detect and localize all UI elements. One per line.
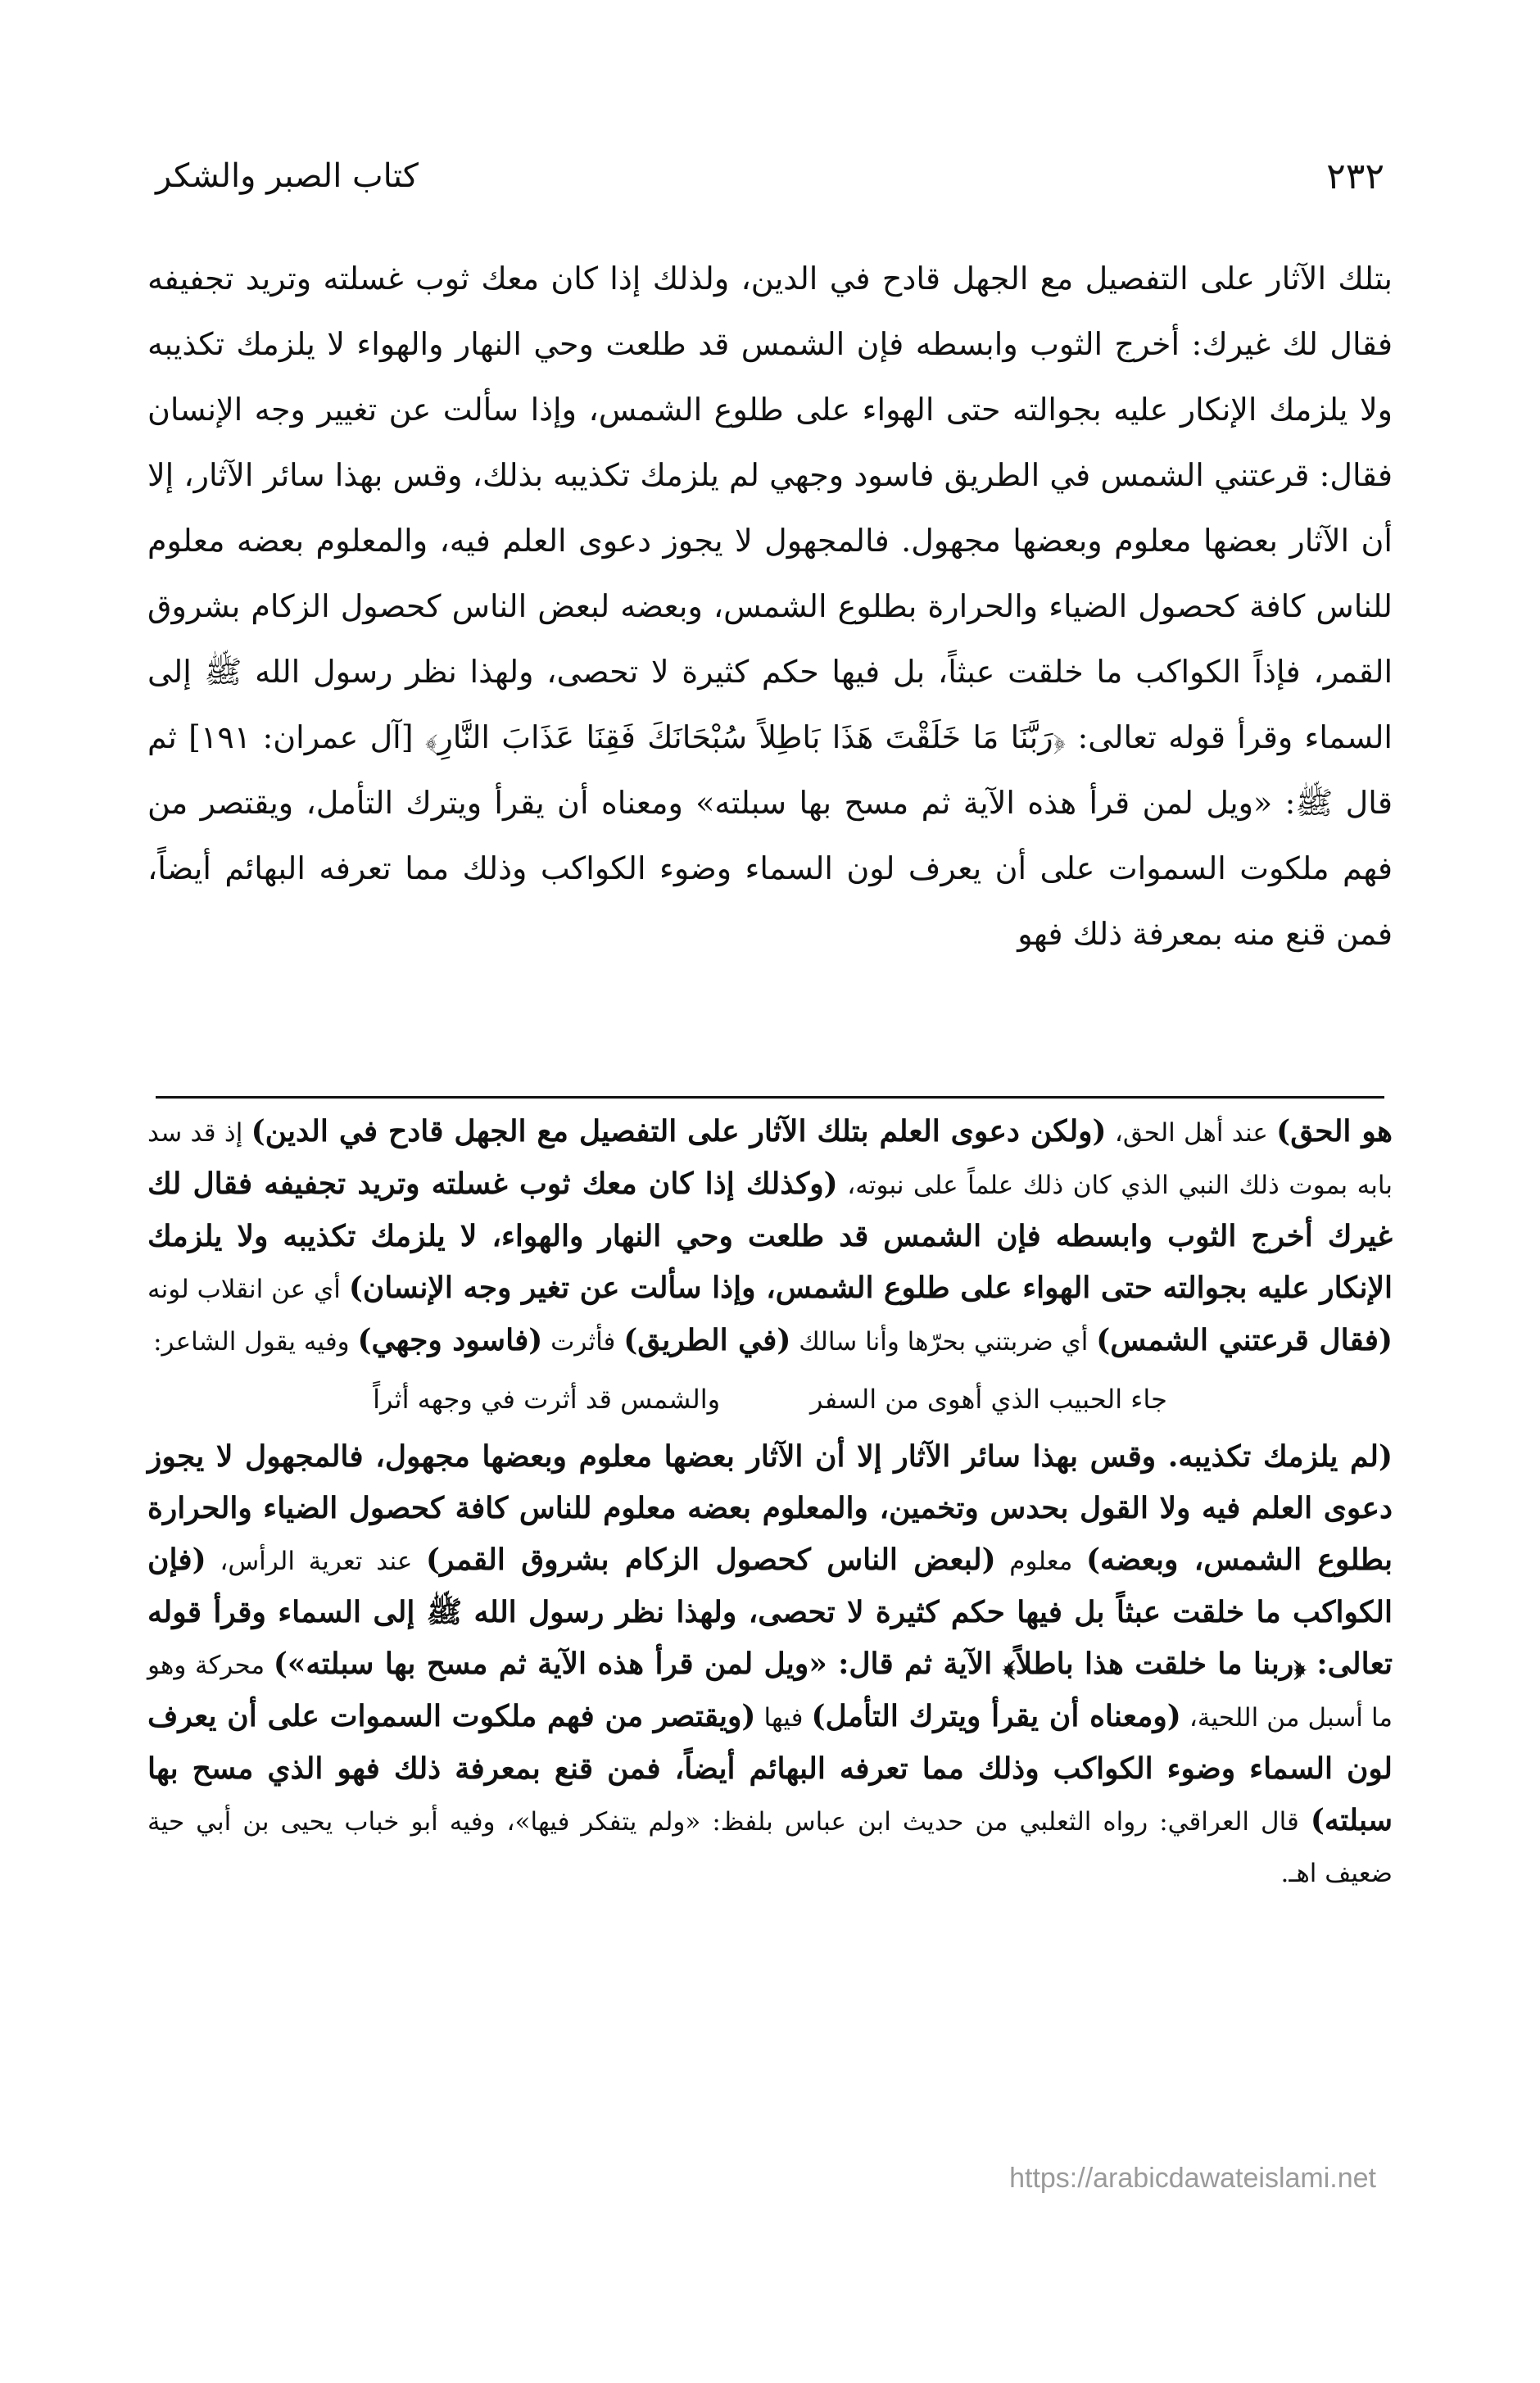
sharh-text: وفيه يقول الشاعر:: [153, 1327, 358, 1357]
source-watermark[interactable]: https://arabicdawateislami.net: [1009, 2163, 1376, 2194]
footnote-divider: [156, 1096, 1384, 1099]
sharh-text: أي ضربتني بحرّها وأنا سالك: [790, 1327, 1097, 1357]
poem-verse: [147, 1374, 1393, 1425]
sharh-text: عند أهل الحق،: [1106, 1118, 1277, 1148]
quoted-matn-text: (لبعض الناس كحصول الزكام بشروق القمر): [426, 1543, 996, 1577]
sharh-text: معلوم: [995, 1547, 1086, 1576]
quoted-matn-text: (فإن الكواكب ما خلقت عبثاً بل فيها حكم كثيرة لا تحصى، ولهذا نظر رسول الله ﷺ إلى السماء وقرأ قوله تعالى: ﴿ربنا ما خلقت هذا باطلاً﴾ الآية ثم قال: «ويل لمن قرأ هذه الآية ثم مسح بها سبلته»): [147, 1543, 1393, 1681]
sharh-text: قال العراقي: رواه الثعلبي من حديث ابن عباس بلفظ: «ولم يتفكر فيها»، وفيه أبو خباب يحيى بن أبي حية ضعيف اهـ.: [147, 1807, 1393, 1888]
sharh-text: فيها: [755, 1703, 812, 1733]
poem-hemistich-1: جاء الحبيب الذي أهوى من السفر: [810, 1384, 1167, 1415]
quoted-matn-text: (ويقتصر من فهم ملكوت السموات على أن يعرف لون السماء وضوء الكواكب وذلك مما تعرفه البهائم أيضاً، فمن قنع بمعرفة ذلك فهو الذي مسح بها سبلته): [147, 1699, 1393, 1837]
main-paragraph: بتلك الآثار على التفصيل مع الجهل قادح في الدين، ولذلك إذا كان معك ثوب غسلته وتريد تجفيفه فقال لك غيرك: أخرج الثوب وابسطه فإن الشمس قد طلعت وحي النهار والهواء لا يلزمك تكذيبه ولا يلزمك الإنكار عليه بجوالته حتى الهواء على طلوع الشمس، وإذا سألت عن تغيير وجه الإنسان فقال: قرعتني الشمس في الطريق فاسود وجهي لم يلزمك تكذيبه بذلك، وقس بهذا سائر الآثار، إلا أن الآثار بعضها معلوم وبعضها مجهول. فالمجهول لا يجوز دعوى العلم فيه، والمعلوم بعضه معلوم للناس كافة كحصول الضياء والحرارة بطلوع الشمس، وبعضه لبعض الناس كحصول الزكام بشروق القمر، فإذاً الكواكب ما خلقت عبثاً، بل فيها حكم كثيرة لا تحصى، ولهذا نظر رسول الله ﷺ إلى السماء وقرأ قوله تعالى: ﴿رَبَّنَا مَا خَلَقْتَ هَذَا بَاطِلاً سُبْحَانَكَ فَقِنَا عَذَابَ النَّارِ﴾ [آل عمران: ١٩١] ثم قال ﷺ: «ويل لمن قرأ هذه الآية ثم مسح بها سبلته» ومعناه أن يقرأ ويترك التأمل، ويقتصر من فهم ملكوت السموات على أن يعرف لون السماء وضوء الكواكب وذلك مما تعرفه البهائم أيضاً، فمن قنع منه بمعرفة ذلك فهو: [147, 260, 1393, 952]
quoted-matn-text: (فقال قرعتني الشمس): [1096, 1323, 1393, 1357]
quoted-matn-text: (فاسود وجهي): [357, 1323, 543, 1357]
main-text-block: [147, 246, 1393, 967]
sharh-text: إذ قد سد بابه بموت ذلك النبي الذي كان ذلك علماً على نبوته،: [147, 1118, 1393, 1200]
poem-hemistich-2: والشمس قد أثرت في وجهه أثراً: [373, 1384, 721, 1415]
page-header: [156, 143, 1384, 209]
page-number: ٢٣٢: [1326, 155, 1384, 197]
quoted-matn-text: هو الحق): [1276, 1114, 1393, 1148]
commentary-block: [147, 1106, 1393, 1899]
sharh-text: عند تعرية الرأس،: [206, 1547, 427, 1576]
quoted-matn-text: (وكذلك إذا كان معك ثوب غسلته وتريد تجفيفه فقال لك غيرك أخرج الثوب وابسطه فإن الشمس قد طلعت وحي النهار والهواء، لا يلزمك تكذيبه ولا يلزمك الإنكار عليه بجوالته حتى الهواء على طلوع الشمس، وإذا سألت عن تغير وجه الإنسان): [147, 1167, 1393, 1305]
quoted-matn-text: (ولكن دعوى العلم بتلك الآثار على التفصيل مع الجهل قادح في الدين): [251, 1114, 1107, 1148]
sharh-text: أي عن انقلاب لونه: [147, 1275, 349, 1304]
quoted-matn-text: (في الطريق): [623, 1323, 791, 1357]
quoted-matn-text: (ومعناه أن يقرأ ويترك التأمل): [811, 1699, 1181, 1733]
sharh-text: فأثرت: [542, 1327, 624, 1357]
commentary-paragraph-2: [147, 1431, 1393, 1899]
quoted-matn-text: (لم يلزمك تكذيبه. وقس بهذا سائر الآثار إلا أن الآثار بعضها معلوم وبعضها مجهول، فالمجهول لا يجوز دعوى العلم فيه ولا القول بحدس وتخمين، والمعلوم بعضه معلوم للناس كافة كحصول الضياء والحرارة بطلوع الشمس، وبعضه): [147, 1439, 1393, 1577]
book-title: كتاب الصبر والشكر: [156, 157, 419, 195]
commentary-paragraph-1: [147, 1106, 1393, 1367]
sharh-text: محركة وهو ما أسبل من اللحية،: [147, 1651, 1393, 1733]
